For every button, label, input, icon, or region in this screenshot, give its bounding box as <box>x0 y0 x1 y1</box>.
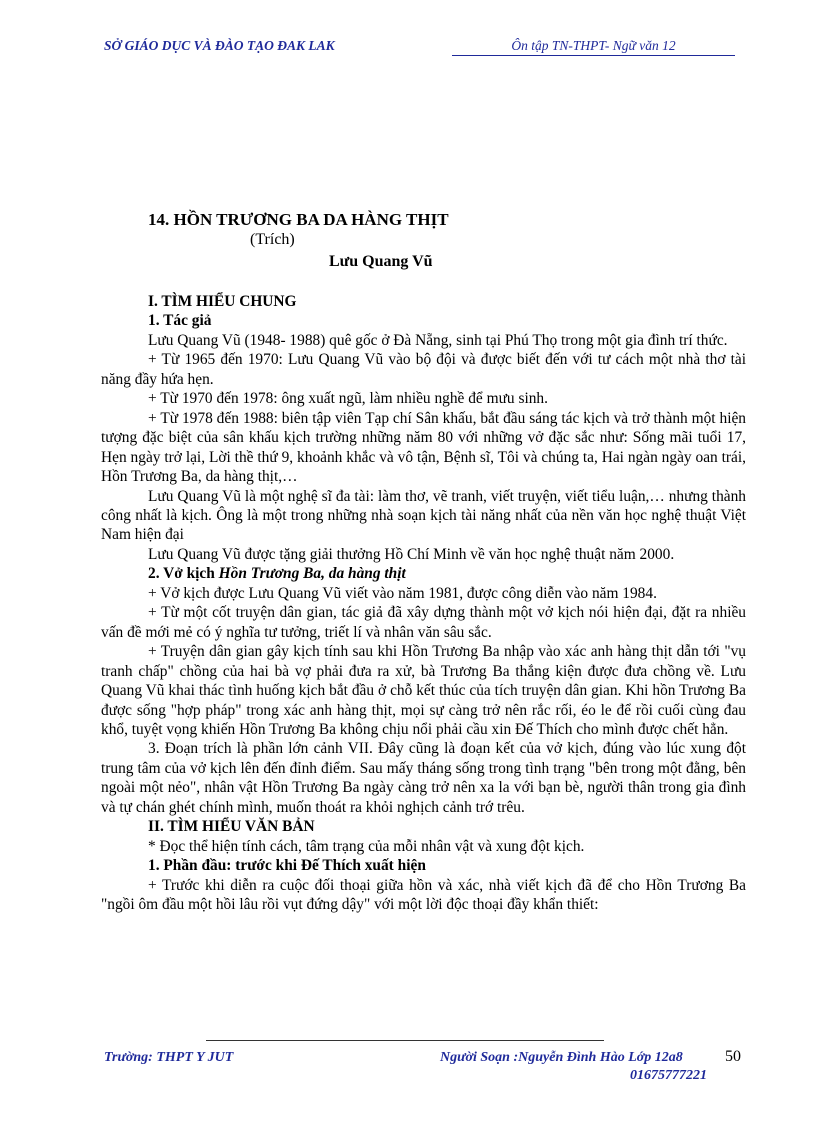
excerpt-label: (Trích) <box>250 231 295 248</box>
paragraph: + Từ một cốt truyện dân gian, tác giả đã xây dựng thành một vở kịch nói hiện đại, đặt ra nhiều vấn đề mới mẻ có ý nghĩa tư tưởng, triết lí và nhân văn sâu sắc. <box>101 604 746 641</box>
document-body <box>101 292 746 915</box>
paragraph: + Truyện dân gian gây kịch tính sau khi Hồn Trương Ba nhập vào xác anh hàng thịt dẫn tới "vụ tranh chấp" chồng của hai bà vợ phải đưa ra xử, bà Trương Ba thắng kiện được đưa chồng về. Lưu Quang Vũ khai thác tình huống kịch bắt đầu ở chỗ kết thúc của tích truyện dân gian. Khi hồn Trương Ba được sống "hợp pháp" trong xác anh hàng thịt, mọi sự càng trở nên rắc rối, éo le để rồi cuối cùng đau khổ, tuyệt vọng khiến Hồn Trương Ba không chịu nổi phải cầu xin Đế Thích cho mình được chết hẳn. <box>101 643 746 738</box>
paragraph: + Từ 1970 đến 1978: ông xuất ngũ, làm nhiều nghề để mưu sinh. <box>148 390 548 408</box>
paragraph: Lưu Quang Vũ được tặng giải thưởng Hồ Chí Minh về văn học nghệ thuật năm 2000. <box>148 545 675 563</box>
header-department: SỞ GIÁO DỤC VÀ ĐÀO TẠO ĐAK LAK <box>104 38 335 53</box>
footer-divider <box>206 1040 604 1041</box>
paragraph: Lưu Quang Vũ (1948- 1988) quê gốc ở Đà Nẵng, sinh tại Phú Thọ trong một gia đình trí thức. <box>148 331 728 349</box>
footer-school: Trường: THPT Y JUT <box>104 1050 234 1065</box>
subsection-heading: 1. Tác giả <box>148 312 212 330</box>
paragraph: + Vở kịch được Lưu Quang Vũ viết vào năm 1981, được công diễn vào năm 1984. <box>148 584 657 602</box>
paragraph: 3. Đoạn trích là phần lớn cảnh VII. Đây cũng là đoạn kết của vở kịch, đúng vào lúc xung đột trung tâm của vở kịch lên đến đỉnh điểm. Sau mấy tháng sống trong tình trạng "bên trong một đằng, bên ngoài một nẻo", nhân vật Hồn Trương Ba ngày càng trở nên xa la với bạn bè, người thân trong gia đình và tự chán ghét chính mình, muốn thoát ra khỏi nghịch cảnh trớ trêu. <box>101 740 746 816</box>
play-title: Hồn Trương Ba, da hàng thịt <box>218 565 406 583</box>
paragraph: Lưu Quang Vũ là một nghệ sĩ đa tài: làm thơ, vẽ tranh, viết truyện, viết tiểu luận,… nhưng thành công nhất là kịch. Ông là một trong những nhà soạn kịch tài năng nhất của nền văn học nghệ thuật Việt Nam hiện đại <box>101 487 746 544</box>
subsection-prefix: 2. Vở kịch <box>148 565 219 583</box>
paragraph: * Đọc thể hiện tính cách, tâm trạng của mỗi nhân vật và xung đột kịch. <box>148 837 585 855</box>
page-number: 50 <box>725 1048 741 1065</box>
footer-author: Người Soạn :Nguyễn Đình Hào Lớp 12a8 <box>440 1050 683 1065</box>
section-heading: II. TÌM HIỂU VĂN BẢN <box>148 818 315 836</box>
paragraph: + Từ 1965 đến 1970: Lưu Quang Vũ vào bộ đội và được biết đến với tư cách một nhà thơ tài năng đầy hứa hẹn. <box>101 351 746 388</box>
footer-phone: 01675777221 <box>630 1068 707 1083</box>
author-name: Lưu Quang Vũ <box>329 253 433 270</box>
paragraph: + Từ 1978 đến 1988: biên tập viên Tạp chí Sân khấu, bắt đầu sáng tác kịch và trở thành một hiện tượng đặc biệt của sân khấu kịch trường những năm 80 với những vở đặc sắc như: Sống mãi tuổi 17, Hẹn ngày trở lại, Lời thề thứ 9, khoảnh khắc và vô tận, Bệnh sĩ, Tôi và chúng ta, Hai ngàn ngày oan trái, Hồn Trương Ba, da hàng thịt,… <box>101 409 746 486</box>
subsection-heading <box>101 564 746 583</box>
subsection-heading: 1. Phần đầu: trước khi Đế Thích xuất hiện <box>148 857 426 875</box>
section-heading: I. TÌM HIỂU CHUNG <box>148 293 297 310</box>
header-subject: Ôn tập TN-THPT- Ngữ văn 12 <box>452 38 735 56</box>
paragraph: + Trước khi diễn ra cuộc đối thoại giữa hồn và xác, nhà viết kịch đã để cho Hồn Trương Ba "ngồi ôm đầu một hồi lâu rồi vụt đứng dậy" với một lời độc thoại đầy khẩn thiết: <box>101 876 746 914</box>
lesson-title: 14. HỒN TRƯƠNG BA DA HÀNG THỊT <box>148 210 449 229</box>
